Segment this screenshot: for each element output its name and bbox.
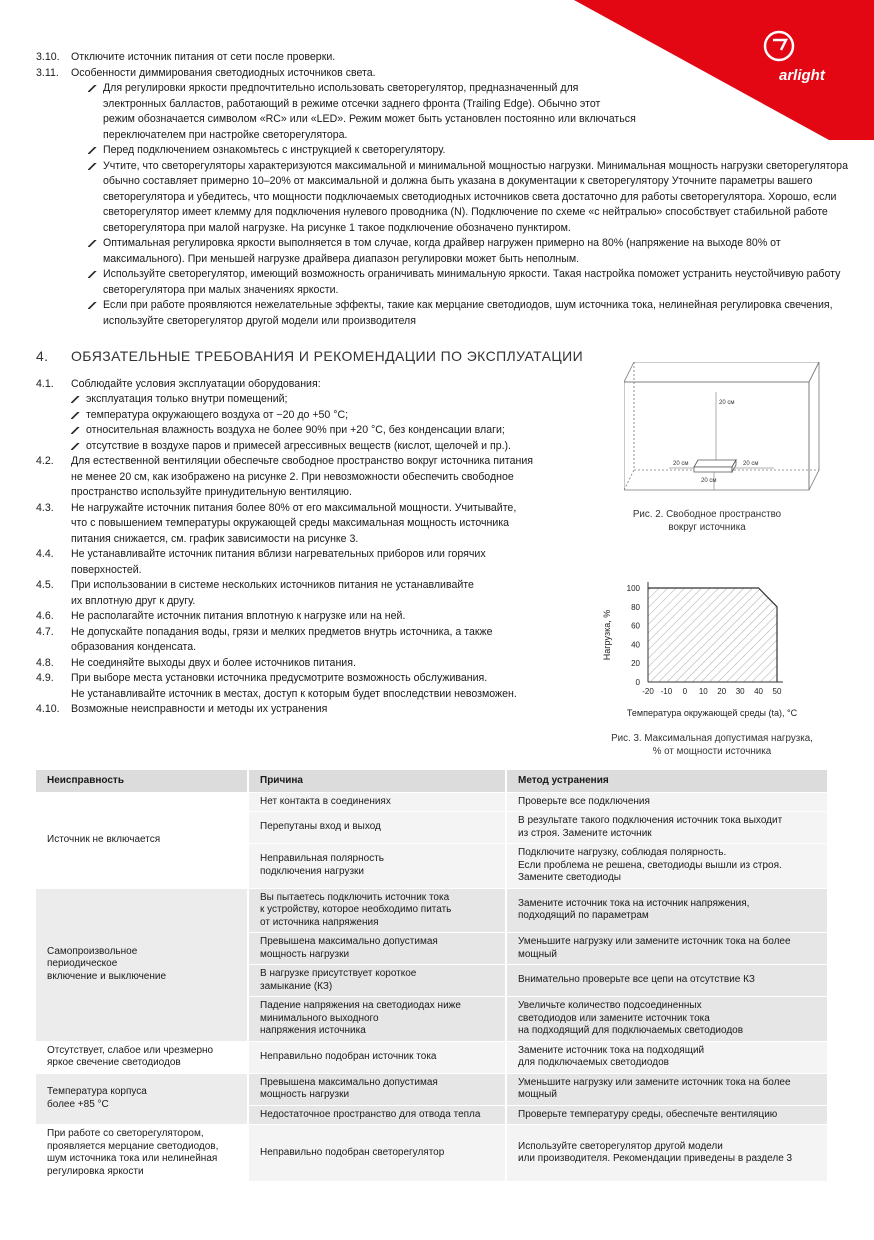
item-3-10: 3.10. Отключите источник питания от сети после проверки. <box>36 51 336 63</box>
x-tick-label: 30 <box>735 687 745 696</box>
fault-cell: Источник не включается <box>36 792 248 888</box>
section-4-title: 4. ОБЯЗАТЕЛЬНЫЕ ТРЕБОВАНИЯ И РЕКОМЕНДАЦИИ ПО ЭКСПЛУАТАЦИИ <box>36 348 584 364</box>
x-tick-label: 50 <box>772 687 782 696</box>
cause-cell: Недостаточное пространство для отвода тепла <box>248 1105 506 1125</box>
fix-cell: Увеличьте количество подсоединенных светодиодов или замените источник тока на подходящий для подключаемых светодиодов <box>506 997 827 1042</box>
fix-cell: Замените источник тока на источник напряжения, подходящий по параметрам <box>506 888 827 933</box>
item-4-2: 4.2. Для естественной вентиляции обеспечьте свободное пространство вокруг источника питания не менее 20 см, как изображено на рисунке 2. При невозможности обеспечить свободное пространство используйте принудительную вентиляцию. <box>36 455 533 498</box>
list-item: Используйте светорегулятор, имеющий возможность ограничивать минимальную яркости. Такая настройка поможет устранить неустойчивую работу светорегулятора при малых значениях яркости. <box>88 267 858 298</box>
gap-label-top: 20 см <box>719 400 735 406</box>
fix-cell: Используйте светорегулятор другой модели или производителя. Рекомендации приведены в разделе 3 <box>506 1125 827 1182</box>
item-4-5: 4.5. При использовании в системе нескольких источников питания не устанавливайте их вплотную друг к другу. <box>36 579 474 607</box>
list-item: Если при работе проявляются нежелательные эффекты, такие как мерцание светодиодов, шум источника тока, нелинейная регулировка свечения, используйте светорегулятор другой модели или производителя <box>88 298 858 329</box>
item-4-3: 4.3. Не нагружайте источник питания более 80% от его максимальной мощности. Учитывайте, что с повышением температуры окружающей среды максимальная мощность источника питания снижается, см. график зависимости на рисунке 3. <box>36 501 517 545</box>
list-item: Оптимальная регулировка яркости выполняется в том случае, когда драйвер нагружен примерно на 80% (напряжение на выходе 80% от максимального). При меньшей нагрузке драйвера диапазон регулировки может быть неполным. <box>88 236 858 267</box>
table-row <box>36 1041 827 1073</box>
troubleshooting-table <box>36 770 827 1182</box>
brand-logo-text: arlight <box>779 67 825 84</box>
x-tick-label: 0 <box>682 687 688 696</box>
cause-cell: Превышена максимально допустимая мощность нагрузки <box>248 1073 506 1105</box>
header-cause: Причина <box>248 770 506 792</box>
item-4-7: 4.7. Не допускайте попадания воды, грязи и мелких предметов внутрь источника, а также образования конденсата. <box>36 625 493 653</box>
list-item: эксплуатация только внутри помещений; <box>71 392 591 408</box>
figure-3-caption: Рис. 3. Максимальная допустимая нагрузка, % от мощности источника <box>611 732 813 757</box>
item-4-9: 4.9. При выборе места установки источника предусмотрите возможность обслуживания. Не устанавливайте источник в местах, доступ к которым будет впоследствии невозможен. <box>36 672 517 700</box>
table-row <box>36 792 827 812</box>
figure-2 <box>592 362 822 534</box>
fault-cell: Самопроизвольное периодическое включение и выключение <box>36 888 248 1041</box>
y-tick-label: 60 <box>631 621 640 631</box>
fix-cell: Проверьте все подключения <box>506 792 827 812</box>
area-fill <box>648 588 777 682</box>
cause-cell: Вы пытаетесь подключить источник тока к устройству, которое необходимо питать от источника напряжения <box>248 888 506 933</box>
list-item: Учтите, что светорегуляторы характеризуются максимальной и минимальной мощностью нагрузки. Минимальная мощность нагрузки светорегулятора обычно составляет примерно 10–20% от максимальной и должна быть указана в документации к светорегулятору Уточните параметры вашего светорегулятора и убедитесь, что мощности подключаемых светодиодных источников света достаточно для работы светорегулятора. Хорошо, если светорегулятор имеет клемму для подключения нулевого проводника (N). Подключение по схеме «с нейтралью» способствует стабильной работе светорегулятора при малой нагрузке. На рисунке 1 такое подключение обозначено пунктиром. <box>88 159 858 237</box>
list-item: отсутствие в воздухе паров и примесей агрессивных веществ (кислот, щелочей и пр.). <box>71 439 591 455</box>
cause-cell: Нет контакта в соединениях <box>248 792 506 812</box>
list-item: температура окружающего воздуха от −20 до +50 °C; <box>71 408 591 424</box>
item-4-1: 4.1. Соблюдайте условия эксплуатации оборудования: <box>36 377 321 390</box>
item-3-11: 3.11. Особенности диммирования светодиодных источников света. Для регулировки яркости предпочтительно использовать светорегулятор, предназначенный для электронных балластов, работающий в режиме отсечки заднего фронта (Trailing Edge). Обычно этот режим обозначается символом «RC» или «LED». Режим может быть установлен постоянно или включаться переключателем при настройке светорегулятора. Перед подключением ознакомьтесь с инструкцией к светорегулятору. Учтите, что светорегуляторы характеризуются максимальной и минимальной мощностью нагрузки. Минимальная мощность нагрузки светорегулятора обычно составляет примерно 10–20% от максимальной и должна быть указана в документации к светорегулятору Уточните параметры вашего светорегулятора и убедитесь, что мощности подключаемых светодиодных источников света достаточно для работы светорегулятора. Хорошо, если светорегулятор имеет клемму для подключения нулевого проводника (N). Подключение по схеме «с нейтралью» способствует стабильной работе светорегулятора при малой нагрузке. На рисунке 1 такое подключение обозначено пунктиром. Оптимальная регулировка яркости выполняется в том случае, когда драйвер нагружен примерно на 80% (напряжение на выходе 80% от максимального). При меньшей нагрузке драйвера диапазон регулировки может быть неполным. Используйте светорегулятор, имеющий возможность ограничивать минимальную яркости. Такая настройка поможет устранить неустойчивую работу светорегулятора при малых значениях яркости. Если при работе проявляются нежелательные эффекты, такие как мерцание светодиодов, шум источника тока, нелинейная регулировка свечения, используйте светорегулятор другой модели или производителя <box>36 66 836 330</box>
x-tick-label: 10 <box>698 687 708 696</box>
x-tick-label: -10 <box>660 687 673 696</box>
y-tick-label: 20 <box>631 659 640 669</box>
table-row <box>36 1073 827 1105</box>
y-tick-label: 40 <box>631 640 640 650</box>
item-4-6: 4.6. Не располагайте источник питания вплотную к нагрузке или на ней. <box>36 610 406 622</box>
cause-cell: Неправильно подобран источник тока <box>248 1041 506 1073</box>
item-4-4: 4.4. Не устанавливайте источник питания вблизи нагревательных приборов или горячих поверхностей. <box>36 548 486 576</box>
fault-cell: При работе со светорегулятором, проявляется мерцание светодиодов, шум источника тока или нелинейная регулировка яркости <box>36 1125 248 1182</box>
x-tick-label: 20 <box>717 687 727 696</box>
x-axis-label: Температура окружающей среды (ta), °C <box>626 708 798 718</box>
fix-cell: Подключите нагрузку, соблюдая полярность. Если проблема не решена, светодиоды вышли из строя. Замените светодиоды <box>506 844 827 889</box>
table-row <box>36 888 827 933</box>
fix-cell: В результате такого подключения источник тока выходит из строя. Замените источник <box>506 812 827 844</box>
cause-cell: Перепутаны вход и выход <box>248 812 506 844</box>
x-tick-label: 40 <box>754 687 764 696</box>
free-space-diagram <box>624 362 824 492</box>
y-tick-label: 100 <box>626 584 640 593</box>
table-row <box>36 1125 827 1182</box>
conditions-bullets <box>71 392 591 454</box>
y-axis-label: Нагрузка, % <box>602 609 612 661</box>
cause-cell: Неправильная полярность подключения нагрузки <box>248 844 506 889</box>
item-4-10: 4.10. Возможные неисправности и методы их устранения <box>36 703 328 715</box>
fix-cell: Внимательно проверьте все цепи на отсутствие КЗ <box>506 965 827 997</box>
item-4-8: 4.8. Не соединяйте выходы двух и более источников питания. <box>36 656 356 669</box>
fix-cell: Замените источник тока на подходящий для подключаемых светодиодов <box>506 1041 827 1073</box>
list-item: Для регулировки яркости предпочтительно использовать светорегулятор, предназначенный для электронных балластов, работающий в режиме отсечки заднего фронта (Trailing Edge). Обычно этот режим обозначается символом «RC» или «LED». Режим может быть установлен постоянно или включаться переключателем при настройке светорегулятора. <box>88 81 858 143</box>
fix-cell: Проверьте температуру среды, обеспечьте вентиляцию <box>506 1105 827 1125</box>
fix-cell: Уменьшите нагрузку или замените источник тока на более мощный <box>506 933 827 965</box>
fix-cell: Уменьшите нагрузку или замените источник тока на более мощный <box>506 1073 827 1105</box>
section-4-items <box>36 377 591 718</box>
gap-label-left: 20 см <box>673 461 689 467</box>
fault-cell: Отсутствует, слабое или чрезмерно яркое свечение светодиодов <box>36 1041 248 1073</box>
header-fix: Метод устранения <box>506 770 827 792</box>
cause-cell: Неправильно подобран светорегулятор <box>248 1125 506 1182</box>
dimming-bullets <box>88 81 858 329</box>
y-tick-label: 0 <box>635 678 640 687</box>
gap-label-bottom: 20 см <box>701 478 717 484</box>
list-item: Перед подключением ознакомьтесь с инструкцией к светорегулятору. <box>88 143 858 159</box>
fault-cell: Температура корпуса более +85 °C <box>36 1073 248 1125</box>
cause-cell: Превышена максимально допустимая мощность нагрузки <box>248 933 506 965</box>
list-item: относительная влажность воздуха не более 90% при +20 °C, без конденсации влаги; <box>71 423 591 439</box>
figure-2-caption: Рис. 2. Свободное пространство вокруг источника <box>632 508 782 533</box>
gap-label-right: 20 см <box>743 461 759 467</box>
x-tick-label: -20 <box>642 687 654 696</box>
cause-cell: В нагрузке присутствует короткое замыкание (КЗ) <box>248 965 506 997</box>
y-tick-label: 80 <box>631 602 640 612</box>
header-fault: Неисправность <box>36 770 248 792</box>
cause-cell: Падение напряжения на светодиодах ниже минимального выходного напряжения источника <box>248 997 506 1042</box>
derating-chart <box>592 570 832 720</box>
figure-3 <box>592 570 832 758</box>
